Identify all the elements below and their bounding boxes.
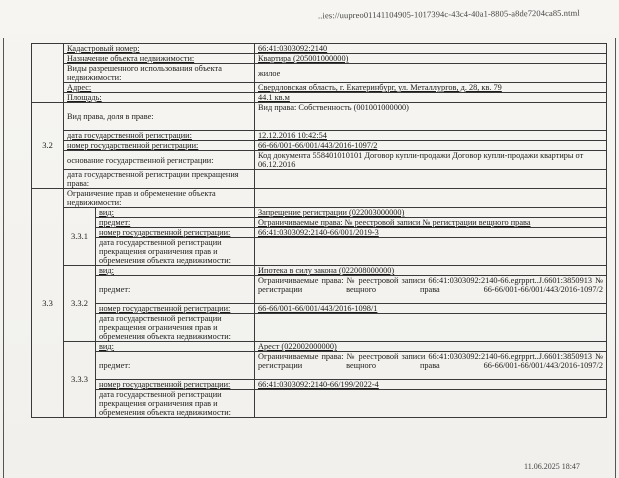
section-number: 3.2: [32, 103, 64, 189]
subject-value: Ограничиваемые права: № реестровой записи № регистрации вещного права: [255, 218, 607, 228]
table-row: [32, 266, 607, 276]
reg-number-value: 66-66/001-66/001/443/2016-1097/2: [255, 141, 607, 151]
subject-label: предмет:: [96, 218, 255, 228]
table-row: [32, 276, 607, 304]
term-value: [255, 314, 607, 342]
term-label: дата государственной регистрации прекращения ограничения прав и обременения объекта недвижимости:: [96, 390, 255, 418]
table-row: [32, 390, 607, 418]
table-row: [32, 151, 607, 170]
purpose-label: Назначение объекта недвижимости:: [64, 54, 255, 64]
type-value: Запрещение регистрации (022003000000): [255, 208, 607, 218]
cadastral-number-value: 66:41:0303092:2140: [255, 44, 607, 54]
blank-cell: [32, 44, 64, 103]
table-row: [32, 103, 607, 131]
table-row: [32, 352, 607, 380]
reg-number-value: 66:41:0303092:2140-66/001/2019-3: [255, 228, 607, 238]
table-row: [32, 342, 607, 352]
reg-number-label: номер государственной регистрации:: [64, 141, 255, 151]
term-label: дата государственной регистрации прекращения ограничения прав и обременения объекта недвижимости:: [96, 238, 255, 266]
reg-number-value: 66:41:0303092:2140-66/199/2022-4: [255, 380, 607, 390]
cadastral-number-label: Кадастровый номер:: [64, 44, 255, 54]
right-type-label: Вид права, доля в праве:: [64, 103, 255, 131]
table-row: [32, 64, 607, 83]
table-row: [32, 314, 607, 342]
area-label: Площадь:: [64, 93, 255, 103]
address-value: Свердловская область, г. Екатеринбург, ул. Металлургов, д. 28, кв. 79: [255, 83, 607, 93]
page-edge-line: [615, 38, 616, 478]
type-label: вид:: [96, 342, 255, 352]
reg-date-value: 12.12.2016 10:42:54: [255, 131, 607, 141]
reg-date-label: дата государственной регистрации:: [64, 131, 255, 141]
reg-number-label: номер государственной регистрации:: [96, 228, 255, 238]
encumbrance-title: Ограничение прав и обременение объекта недвижимости:: [64, 189, 255, 208]
subject-label: предмет:: [96, 276, 255, 304]
section-number: 3.3: [32, 189, 64, 418]
subsection-number: 3.3.1: [64, 208, 96, 266]
right-type-value: Вид права: Собственность (001001000000): [255, 103, 607, 131]
reg-number-label: номер государственной регистрации:: [96, 304, 255, 314]
footer-date: 11.06.2025 18:47: [524, 462, 580, 471]
table-row: [32, 170, 607, 189]
permitted-use-label: Виды разрешенного использования объекта недвижимости:: [64, 64, 255, 83]
table-row: [32, 208, 607, 218]
reg-number-label: номер государственной регистрации:: [96, 380, 255, 390]
type-label: вид:: [96, 208, 255, 218]
table-row: [32, 189, 607, 208]
subject-value: Ограничиваемые права: № реестровой записи 66:41:0303092:2140-66.egrpprt..J.6601:3850913 № регистрации вещного права 66-66/001-66/001/443/2016-1097/2: [255, 352, 607, 380]
purpose-value: Квартира (205001000000): [255, 54, 607, 64]
registry-extract-table: [31, 43, 607, 418]
table-row: [32, 141, 607, 151]
term-date-value: [255, 170, 607, 189]
table-row: [32, 54, 607, 64]
subsection-number: 3.3.3: [64, 342, 96, 418]
subsection-number: 3.3.2: [64, 266, 96, 342]
basis-value: Код документа 558401010101 Договор купли-продажи Договор купли-продажи квартиры от 06.12.2016: [255, 151, 607, 170]
page-edge-line: [3, 38, 4, 478]
term-label: дата государственной регистрации прекращения ограничения прав и обременения объекта недвижимости:: [96, 314, 255, 342]
table-row: [32, 380, 607, 390]
table-row: [32, 131, 607, 141]
subject-value: Ограничиваемые права: № реестровой записи 66:41:0303092:2140-66.egrpprt..J.6601:3850913 № регистрации вещного права 66-66/001-66/001/443/2016-1097/2: [255, 276, 607, 304]
table-row: [32, 228, 607, 238]
area-value: 44.1 кв.м: [255, 93, 607, 103]
reg-number-value: 66-66/001-66/001/443/2016-1098/1: [255, 304, 607, 314]
type-value: Арест (022002000000): [255, 342, 607, 352]
table-row: [32, 304, 607, 314]
table-row: [32, 83, 607, 93]
term-value: [255, 238, 607, 266]
blank-cell: [255, 189, 607, 208]
header-url: ..ies://uupreo01141104905-1017394c-43c4-40a1-8805-a8de7204ca85.ntml: [317, 7, 580, 21]
type-value: Ипотека в силу закона (022008000000): [255, 266, 607, 276]
type-label: вид:: [96, 266, 255, 276]
subject-label: предмет:: [96, 352, 255, 380]
permitted-use-value: жилое: [255, 64, 607, 83]
table-row: [32, 44, 607, 54]
basis-label: основание государственной регистрации:: [64, 151, 255, 170]
table-row: [32, 238, 607, 266]
term-value: [255, 390, 607, 418]
address-label: Адрес:: [64, 83, 255, 93]
table-row: [32, 93, 607, 103]
term-date-label: дата государственной регистрации прекращения права:: [64, 170, 255, 189]
table-row: [32, 218, 607, 228]
